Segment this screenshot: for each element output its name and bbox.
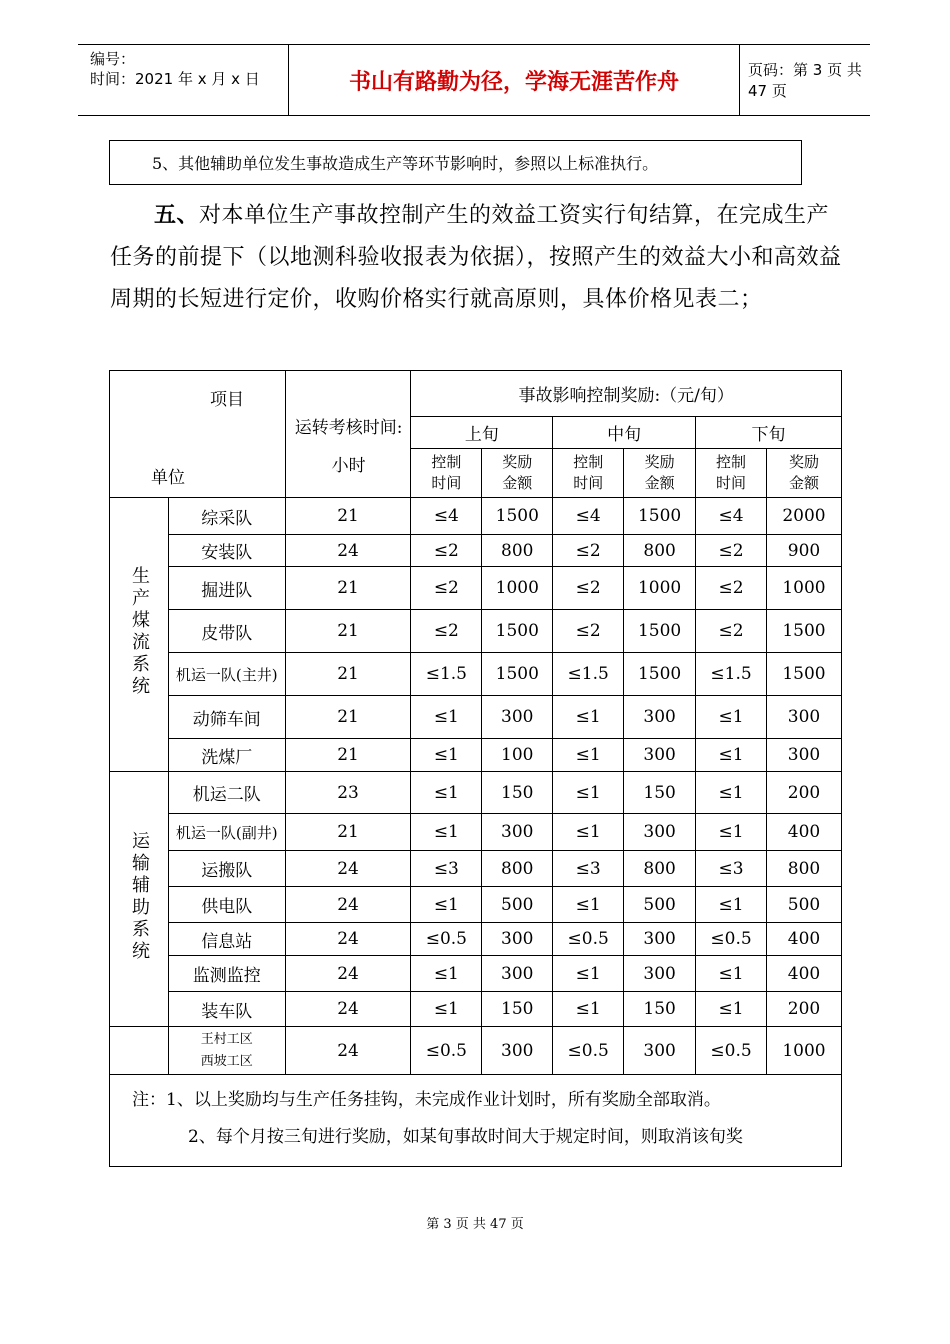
header-page-info: 页码：第 3 页 共 47 页 — [748, 61, 862, 100]
hours-cell: 24 — [285, 923, 411, 956]
unit-name: 洗煤厂 — [168, 739, 285, 772]
reward-cell: 300 — [767, 696, 842, 739]
reward-cell: 800 — [482, 535, 553, 567]
page-footer: 第 3 页 共 47 页 — [426, 1217, 524, 1232]
reward-cell: 200 — [767, 772, 842, 814]
page-header — [78, 44, 870, 116]
hours-cell: 21 — [285, 696, 411, 739]
control-cell: ≤1 — [411, 696, 482, 739]
period-2: 中旬 — [553, 417, 696, 449]
control-cell: ≤1 — [696, 772, 767, 814]
reward-cell: 150 — [482, 772, 553, 814]
control-cell: ≤1 — [696, 956, 767, 992]
section-heading: 五、 — [154, 202, 200, 228]
control-cell: ≤2 — [411, 610, 482, 653]
table-row — [110, 567, 842, 610]
section-five-paragraph — [110, 194, 845, 321]
table-row — [110, 739, 842, 772]
control-cell: ≤0.5 — [411, 923, 482, 956]
control-cell: ≤1 — [553, 992, 624, 1027]
doc-time-label: 时间：2021 年 x 月 x 日 — [90, 70, 260, 88]
control-cell: ≤1 — [696, 814, 767, 851]
table-row — [110, 814, 842, 851]
control-cell: ≤0.5 — [696, 1027, 767, 1075]
reward-cell: 400 — [767, 814, 842, 851]
control-cell: ≤0.5 — [411, 1027, 482, 1075]
sub-control-time: 控制 时间 — [696, 449, 767, 498]
control-cell: ≤1 — [411, 887, 482, 923]
reward-cell: 500 — [767, 887, 842, 923]
hours-cell: 24 — [285, 887, 411, 923]
hours-cell: 24 — [285, 956, 411, 992]
header-reward: 事故影响控制奖励:（元/旬） — [411, 371, 842, 417]
unit-name: 供电队 — [168, 887, 285, 923]
control-cell: ≤4 — [553, 498, 624, 535]
reward-cell: 1000 — [482, 567, 553, 610]
unit-name: 机运一队(主井) — [168, 653, 285, 696]
header-hours-a: 运转考核时间: — [294, 418, 403, 438]
control-cell: ≤2 — [696, 567, 767, 610]
reward-cell: 300 — [482, 696, 553, 739]
table-row — [110, 696, 842, 739]
reward-cell: 200 — [767, 992, 842, 1027]
hours-cell: 21 — [285, 739, 411, 772]
reward-cell: 300 — [624, 814, 696, 851]
hours-cell: 21 — [285, 610, 411, 653]
control-cell: ≤1 — [411, 772, 482, 814]
unit-name: 安装队 — [168, 535, 285, 567]
hours-cell: 21 — [285, 498, 411, 535]
reward-table — [109, 370, 842, 1167]
control-cell: ≤1 — [411, 956, 482, 992]
reward-cell: 500 — [624, 887, 696, 923]
reward-cell: 1500 — [624, 653, 696, 696]
item-5-box: 5、其他辅助单位发生事故造成生产等环节影响时，参照以上标准执行。 — [109, 140, 802, 185]
control-cell: ≤2 — [553, 567, 624, 610]
note-1: 注：1、以上奖励均与生产任务挂钩，未完成作业计划时，所有奖励全部取消。 — [132, 1090, 721, 1110]
section-text: 对本单位生产事故控制产生的效益工资实行旬结算，在完成生产任务的前提下（以地测科验收报表为依据），按照产生的效益大小和高效益周期的长短进行定价，收购价格实行就高原则，具体价格见表二； — [110, 203, 842, 312]
reward-cell: 1500 — [767, 653, 842, 696]
reward-cell: 150 — [624, 992, 696, 1027]
control-cell: ≤1 — [553, 814, 624, 851]
unit-name: 监测监控 — [168, 956, 285, 992]
control-cell: ≤1 — [553, 696, 624, 739]
reward-cell: 100 — [482, 739, 553, 772]
control-cell: ≤4 — [696, 498, 767, 535]
control-cell: ≤3 — [553, 851, 624, 887]
unit-name: 王村工区 西坡工区 — [168, 1027, 285, 1075]
reward-cell: 300 — [482, 956, 553, 992]
sub-control-time: 控制 时间 — [411, 449, 482, 498]
table-row — [110, 923, 842, 956]
table-row — [110, 851, 842, 887]
reward-cell: 300 — [482, 923, 553, 956]
control-cell: ≤3 — [411, 851, 482, 887]
header-hours-b: 小时 — [331, 456, 366, 476]
control-cell: ≤1 — [696, 696, 767, 739]
unit-name: 机运二队 — [168, 772, 285, 814]
control-cell: ≤2 — [411, 567, 482, 610]
unit-name: 皮带队 — [168, 610, 285, 653]
hours-cell: 21 — [285, 653, 411, 696]
reward-cell: 900 — [767, 535, 842, 567]
control-cell: ≤3 — [696, 851, 767, 887]
control-cell: ≤0.5 — [553, 923, 624, 956]
control-cell: ≤1 — [553, 887, 624, 923]
unit-name: 综采队 — [168, 498, 285, 535]
control-cell: ≤1 — [553, 772, 624, 814]
sub-reward-amount: 奖励 金额 — [482, 449, 553, 498]
hours-cell: 24 — [285, 851, 411, 887]
reward-cell: 300 — [767, 739, 842, 772]
reward-cell: 1000 — [624, 567, 696, 610]
reward-cell: 1500 — [624, 610, 696, 653]
control-cell: ≤1 — [553, 956, 624, 992]
control-cell: ≤1.5 — [411, 653, 482, 696]
control-cell: ≤0.5 — [553, 1027, 624, 1075]
table-row — [110, 498, 842, 535]
sub-reward-amount: 奖励 金额 — [767, 449, 842, 498]
reward-cell: 1000 — [767, 1027, 842, 1075]
header-hours-cell — [285, 371, 411, 498]
reward-cell: 1500 — [482, 498, 553, 535]
reward-cell: 800 — [767, 851, 842, 887]
control-cell: ≤1 — [411, 814, 482, 851]
reward-cell: 500 — [482, 887, 553, 923]
unit-name: 信息站 — [168, 923, 285, 956]
group-production-label: 生产煤流系统 — [110, 498, 169, 772]
unit-name: 掘进队 — [168, 567, 285, 610]
note-2: 2、每个月按三旬进行奖励，如某旬事故时间大于规定时间，则取消该旬奖 — [188, 1127, 743, 1147]
hours-cell: 21 — [285, 567, 411, 610]
control-cell: ≤2 — [553, 610, 624, 653]
reward-cell: 1500 — [767, 610, 842, 653]
hours-cell: 24 — [285, 1027, 411, 1075]
table-notes — [110, 1075, 842, 1167]
sub-control-time: 控制 时间 — [553, 449, 624, 498]
reward-cell: 300 — [624, 956, 696, 992]
control-cell: ≤2 — [696, 535, 767, 567]
reward-cell: 300 — [624, 739, 696, 772]
reward-cell: 800 — [624, 851, 696, 887]
control-cell: ≤0.5 — [696, 923, 767, 956]
control-cell: ≤2 — [411, 535, 482, 567]
control-cell: ≤1 — [696, 887, 767, 923]
reward-cell: 1500 — [482, 653, 553, 696]
reward-cell: 300 — [482, 814, 553, 851]
control-cell: ≤4 — [411, 498, 482, 535]
reward-cell: 400 — [767, 923, 842, 956]
header-meta — [90, 49, 260, 89]
reward-cell: 300 — [624, 923, 696, 956]
table-row — [110, 653, 842, 696]
table-row — [110, 535, 842, 567]
reward-cell: 300 — [624, 1027, 696, 1075]
table-row — [110, 772, 842, 814]
table-row — [110, 1027, 842, 1075]
reward-cell: 300 — [482, 1027, 553, 1075]
control-cell: ≤1 — [411, 992, 482, 1027]
group-transport-label: 运输辅助系统 — [110, 772, 169, 1027]
reward-cell: 1500 — [482, 610, 553, 653]
hours-cell: 24 — [285, 992, 411, 1027]
unit-name: 动筛车间 — [168, 696, 285, 739]
control-cell: ≤2 — [553, 535, 624, 567]
unit-name: 机运一队(副井) — [168, 814, 285, 851]
reward-cell: 800 — [482, 851, 553, 887]
control-cell: ≤1.5 — [553, 653, 624, 696]
control-cell: ≤1.5 — [696, 653, 767, 696]
sub-reward-amount: 奖励 金额 — [624, 449, 696, 498]
table-row — [110, 992, 842, 1027]
header-item-unit-cell — [110, 371, 286, 498]
header-item: 项目 — [210, 390, 244, 410]
period-1: 上旬 — [411, 417, 553, 449]
reward-cell: 1000 — [767, 567, 842, 610]
unit-name: 运搬队 — [168, 851, 285, 887]
period-3: 下旬 — [696, 417, 842, 449]
control-cell: ≤1 — [553, 739, 624, 772]
control-cell: ≤2 — [696, 610, 767, 653]
table-row — [110, 610, 842, 653]
hours-cell: 23 — [285, 772, 411, 814]
control-cell: ≤1 — [696, 992, 767, 1027]
reward-cell: 150 — [624, 772, 696, 814]
hours-cell: 21 — [285, 814, 411, 851]
table-row — [110, 887, 842, 923]
reward-cell: 1500 — [624, 498, 696, 535]
reward-cell: 400 — [767, 956, 842, 992]
header-motto: 书山有路勤为径，学海无涯苦作舟 — [288, 45, 740, 115]
reward-cell: 2000 — [767, 498, 842, 535]
unit-name: 装车队 — [168, 992, 285, 1027]
doc-number-label: 编号： — [90, 50, 136, 68]
control-cell: ≤1 — [411, 739, 482, 772]
reward-cell: 800 — [624, 535, 696, 567]
table-row — [110, 956, 842, 992]
hours-cell: 24 — [285, 535, 411, 567]
control-cell: ≤1 — [696, 739, 767, 772]
header-unit: 单位 — [151, 468, 185, 488]
reward-cell: 150 — [482, 992, 553, 1027]
empty-group-cell — [110, 1027, 169, 1075]
reward-cell: 300 — [624, 696, 696, 739]
